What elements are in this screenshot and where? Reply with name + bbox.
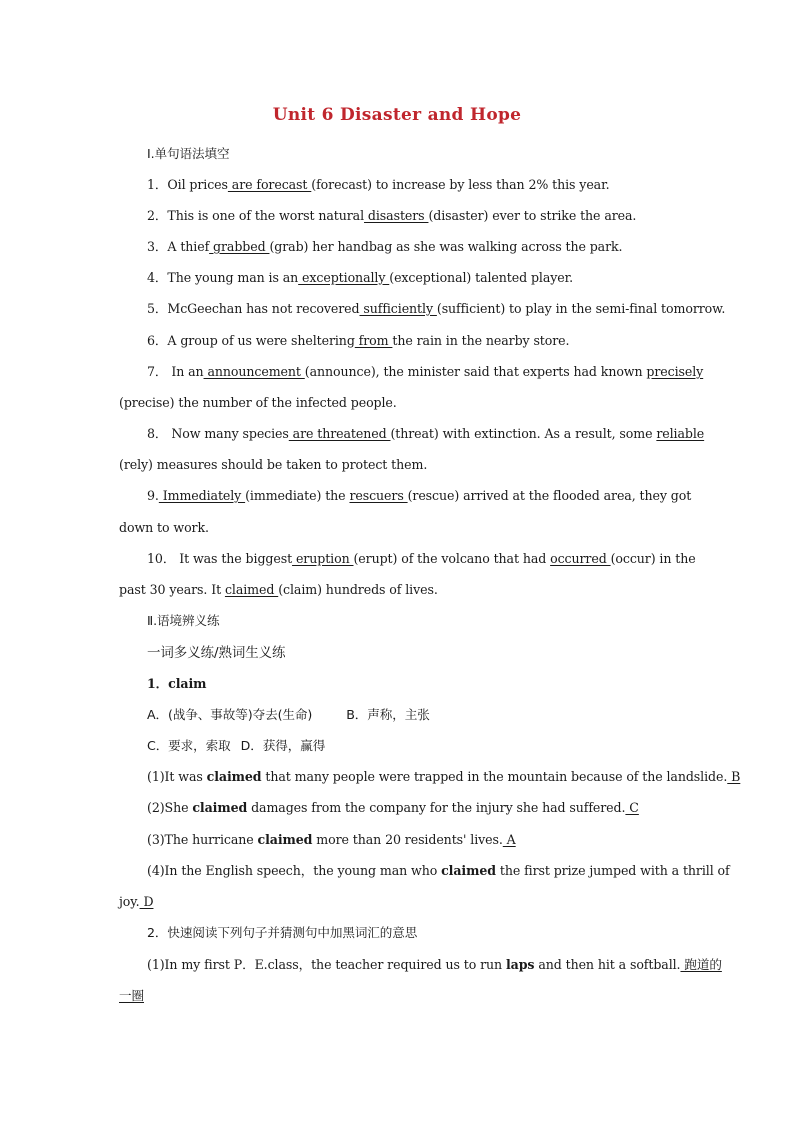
answer-blank: announcement xyxy=(203,364,305,379)
question-8-continued: (rely) measures should be taken to protect them. xyxy=(119,457,428,472)
question-3: 3．A thief grabbed (grab) her handbag as she was walking across the park. xyxy=(147,239,623,254)
section-heading-grammar: Ⅰ.单句语法填空 xyxy=(147,146,230,161)
answer-blank: claimed xyxy=(224,582,279,597)
sentence-2: (2)She claimed damages from the company for the injury she had suffered. C xyxy=(147,800,639,815)
question-9: 9. Immediately (immediate) the rescuers (rescue) arrived at the flooded area, they got xyxy=(147,488,692,503)
page-title: Unit 6 Disaster and Hope xyxy=(272,105,522,125)
answer-blank: are threatened xyxy=(288,426,391,441)
bold-word: claimed xyxy=(192,800,248,815)
answer-blank: disasters xyxy=(364,208,429,223)
options-row-1 xyxy=(147,707,703,723)
answer-blank: precisely xyxy=(646,364,704,379)
question-2: 2．This is one of the worst natural disasters (disaster) ever to strike the area. xyxy=(147,208,637,223)
answer-blank: occurred xyxy=(550,551,611,566)
sentence-1: (1)It was claimed that many people were trapped in the mountain because of the landslide. B xyxy=(147,769,741,784)
sentence-3: (3)The hurricane claimed more than 20 residents' lives. A xyxy=(147,832,516,847)
question-9-continued: down to work. xyxy=(119,520,209,535)
options-row-2 xyxy=(147,738,703,754)
sentence-4: (4)In the English speech，the young man who claimed the first prize jumped with a thrill of xyxy=(147,863,730,878)
item-1-label: 1．claim xyxy=(147,676,207,691)
bold-word: claimed xyxy=(257,832,313,847)
reading-sentence-1-continued xyxy=(119,988,675,1004)
bold-word: claimed xyxy=(441,863,496,878)
subheading: 一词多义练/熟词生义练 xyxy=(147,645,286,661)
item-2-heading: 2．快速阅读下列句子并猜测句中加黑词汇的意思 xyxy=(147,925,418,940)
option-b: B．声称，主张 xyxy=(346,707,430,722)
question-5: 5．McGeechan has not recovered sufficiently (sufficient) to play in the semi-final tomorrow. xyxy=(147,301,726,316)
question-7: 7． In an announcement (announce), the minister said that experts had known precisely xyxy=(147,364,704,379)
question-10: 10． It was the biggest eruption (erupt) of the volcano that had occurred (occur) in the xyxy=(147,551,696,566)
question-8: 8． Now many species are threatened (threat) with extinction. As a result, some reliable xyxy=(147,426,705,441)
question-6: 6．A group of us were sheltering from the rain in the nearby store. xyxy=(147,333,570,348)
option-a: A．(战争、事故等)夺去(生命) xyxy=(147,707,313,722)
answer-blank: 跑道的 xyxy=(680,957,722,972)
answer-blank: eruption xyxy=(292,551,354,566)
section-heading-context: Ⅱ.语境辨义练 xyxy=(147,613,220,628)
sentence-4-continued: joy. D xyxy=(119,894,154,909)
answer-blank: rescuers xyxy=(349,488,408,503)
question-7-continued: (precise) the number of the infected people. xyxy=(119,395,397,410)
option-c: C．要求，索取 xyxy=(147,738,231,753)
reading-sentence-1: (1)In my first P．E.class，the teacher required us to run laps and then hit a softball. 跑道的 xyxy=(147,957,722,972)
bold-word: laps xyxy=(505,957,535,972)
answer-blank: B xyxy=(727,769,741,784)
answer-blank: from xyxy=(354,333,393,348)
question-4: 4．The young man is an exceptionally (exceptional) talented player. xyxy=(147,270,574,285)
answer-blank: grabbed xyxy=(209,239,270,254)
question-10-continued: past 30 years. It claimed (claim) hundreds of lives. xyxy=(119,582,438,597)
question-1: 1．Oil prices are forecast (forecast) to increase by less than 2% this year. xyxy=(147,177,610,192)
answer-blank: C xyxy=(625,800,639,815)
answer-blank: sufficiently xyxy=(359,301,437,316)
option-d: D．获得，赢得 xyxy=(240,738,326,753)
answer-blank: exceptionally xyxy=(298,270,390,285)
answer-blank: are forecast xyxy=(227,177,312,192)
answer-blank: D xyxy=(139,894,154,909)
answer-blank: Immediately xyxy=(158,488,246,503)
bold-word: claimed xyxy=(206,769,262,784)
answer-blank: 一圈 xyxy=(119,988,144,1003)
answer-blank: reliable xyxy=(656,426,705,441)
answer-blank: A xyxy=(502,832,516,847)
